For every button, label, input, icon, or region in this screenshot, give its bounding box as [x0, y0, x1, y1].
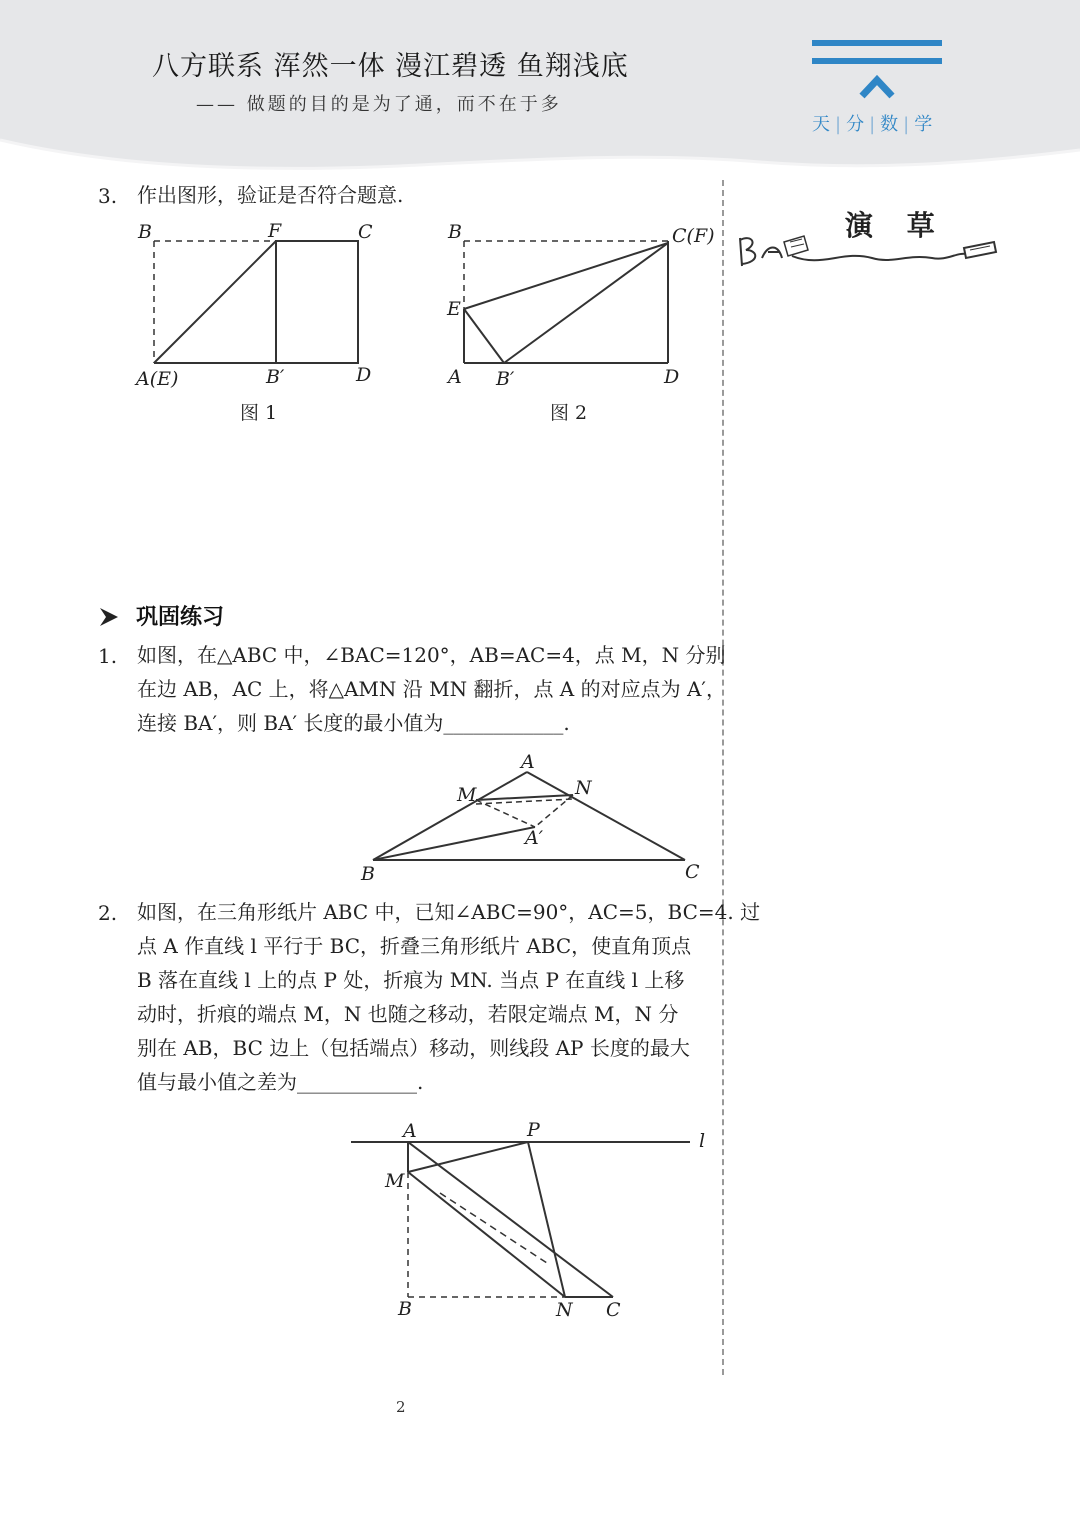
- brand-char: 数: [880, 114, 899, 135]
- fig2-label-b: B: [448, 221, 462, 243]
- arrow-bullet-icon: [98, 606, 120, 628]
- p2-line: 动时，折痕的端点 M，N 也随之移动，若限定端点 M，N 分: [137, 1002, 679, 1026]
- p2-line: B 落在直线 l 上的点 P 处，折痕为 MN. 当点 P 在直线 l 上移: [137, 968, 685, 992]
- p2-label-p: P: [527, 1119, 540, 1141]
- p2-label-l: l: [699, 1130, 706, 1152]
- fig1-label-d: D: [356, 364, 372, 386]
- p2-label-a: A: [403, 1120, 417, 1142]
- page-header: [0, 0, 1080, 180]
- p1-line: 连接 BA′，则 BA′ 长度的最小值为____________.: [137, 711, 570, 735]
- page-number: 2: [396, 1398, 406, 1416]
- fig2-caption: 图 2: [550, 402, 588, 424]
- p1-label-a: A: [521, 751, 535, 773]
- fig2-label-d: D: [664, 366, 680, 388]
- fig1-label-b: B: [138, 221, 152, 243]
- brand-char: 分: [846, 114, 865, 135]
- brand-char: 学: [914, 114, 933, 135]
- p2-line: 点 A 作直线 l 平行于 BC，折叠三角形纸片 ABC，使直角顶点: [137, 934, 692, 958]
- fig1-label-bprime: B′: [266, 366, 285, 388]
- p2-line: 值与最小值之差为____________.: [137, 1070, 424, 1094]
- p2-figure: [345, 1115, 725, 1325]
- fig1-label-f: F: [268, 220, 282, 242]
- q3-figure-2: [440, 215, 730, 425]
- fig1-label-ae: A(E): [136, 368, 179, 390]
- p2-label-b: B: [398, 1298, 412, 1320]
- brand-name: 天 | 分 | 数 | 学: [812, 114, 933, 135]
- q3-figure-1: [130, 215, 390, 425]
- p1-label-b: B: [361, 863, 375, 885]
- p1-label-c: C: [685, 861, 700, 883]
- fig1-caption: 图 1: [240, 402, 278, 424]
- p2-line: 如图，在三角形纸片 ABC 中，已知∠ABC=90°，AC=5，BC=4. 过: [137, 900, 761, 924]
- p1-line: 如图，在△ABC 中，∠BAC=120°，AB=AC=4，点 M，N 分别: [137, 643, 726, 667]
- p2-label-m: M: [385, 1170, 405, 1192]
- draft-title: 演 草: [845, 209, 947, 242]
- p1-line: 在边 AB，AC 上，将△AMN 沿 MN 翻折，点 A 的对应点为 A′，: [137, 677, 726, 701]
- brand-logo-icon: [808, 36, 948, 106]
- fig2-label-cf: C(F): [672, 225, 715, 247]
- header-motto: 八方联系 浑然一体 漫江碧透 鱼翔浅底: [152, 51, 629, 82]
- section-title: 巩固练习: [136, 605, 225, 630]
- p1-label-n: N: [575, 777, 592, 799]
- q3-text: 作出图形，验证是否符合题意.: [137, 183, 404, 207]
- fig2-label-a: A: [448, 366, 462, 388]
- p1-figure: [355, 750, 705, 885]
- brand-char: 天: [812, 114, 830, 135]
- header-submotto: —— 做题的目的是为了通，而不在于多: [196, 94, 562, 115]
- p2-line: 别在 AB，BC 边上（包括端点）移动，则线段 AP 长度的最大: [137, 1036, 690, 1060]
- p1-number: 1.: [98, 644, 118, 668]
- q3-number: 3.: [98, 184, 118, 208]
- p2-number: 2.: [98, 901, 118, 925]
- fig2-label-bprime: B′: [496, 368, 515, 390]
- fig2-label-e: E: [447, 298, 461, 320]
- p2-label-c: C: [606, 1299, 621, 1321]
- p2-label-n: N: [556, 1299, 573, 1321]
- fig1-label-c: C: [358, 221, 373, 243]
- p1-label-aprime: A′: [525, 827, 544, 849]
- draft-pen-icon: [732, 228, 1002, 278]
- p1-label-m: M: [457, 784, 477, 806]
